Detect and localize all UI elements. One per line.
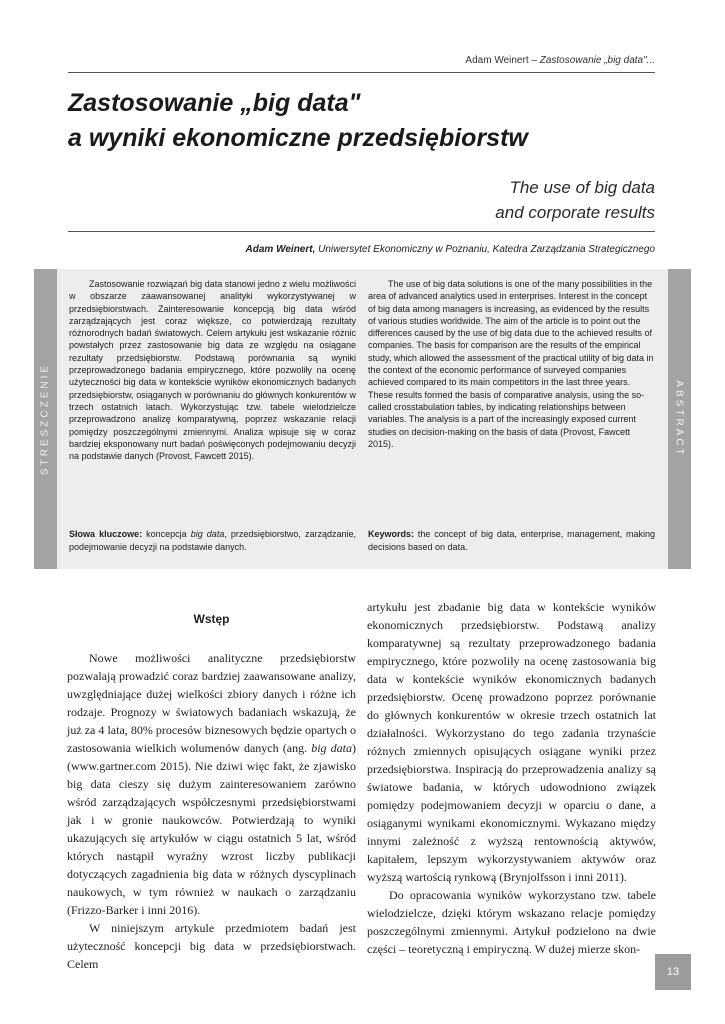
keywords-pl-label: Słowa kluczowe: [69,529,143,539]
body-paragraph-4: Do opracowania wyników wykorzystano tzw. tabele wielodzielcze, dzięki którym wskazano relacje pomiędzy poszczególnymi zmiennymi. Artykuł podzielono na dwie części – teoretyczną i empiryczną. W dużej mierze skon- [367,888,656,956]
abstract-tab [668,269,691,569]
section-heading: Wstęp [193,612,230,626]
body-paragraph-1-a: Nowe możliwości analityczne przedsiębiorstw pozwalają prowadzić coraz bardziej zaawansowane analizy, uwzględniające dużej wielkości zbiory danych i różne ich rodzaje. Prognozy w światowych badaniach wskazują, że już za 4 lata, 80% procesów biznesowych będzie opartych o zastosowania wielkich wolumenów danych (ang. [67,651,356,755]
abstract-text [368,278,655,450]
author-name: Adam Weinert, [245,244,316,255]
english-title [355,175,655,225]
streszczenie-paragraph: Zastosowanie rozwiązań big data stanowi jedno z wielu możliwości w obszarze zaawansowanej analityki wykorzystywanej w przedsiębiorstwach. Zainteresowanie koncepcją big data wśród zarządzających jest coraz większe, co potwierdzają rezultaty różnorodnych badań światowych. Celem artykułu jest wskazanie różnic powstałych przez zastosowanie big data ze względu na osiągane rezultaty przedsiębiorstw. Podstawą porównania są wyniki przeprowadzonego badania empirycznego, które pozwoliły na ocenę użyteczności big data w kontekście wyników ekonomicznych badanych przedsiębiorstw, osiąganych w porównaniu do głównych konkurentów w trzech ostatnich latach. Wykorzystując tzw. tabele wielodzielcze przeprowadzono analizę komparatywną, poprzez wskazanie relacji pomiędzy poszczególnymi zmiennymi. Analiza wpisuje się w coraz bardziej eksponowany nurt badań poświęconych podejmowaniu decyzji na podstawie danych (Provost, Fawcett 2015). [69,279,356,462]
keywords-en [368,528,655,554]
body-paragraph-1 [67,649,356,919]
streszczenie-text [69,278,356,462]
body-column-left [67,609,356,973]
body-column-right [367,598,656,958]
keywords-en-label: Keywords: [368,529,415,539]
header-divider [68,72,655,73]
streszczenie-tab [34,269,57,569]
keywords-pl-after: , przedsiębiorstwo, zarządzanie, podejmowanie decyzji na podstawie danych. [69,529,357,552]
article-title-line-2: a wyniki ekonomiczne przedsiębiorstw [68,124,528,152]
keywords-en-text: the concept of big data, enterprise, management, making decisions based on data. [368,529,655,552]
running-header-title: Zastosowanie „big data"... [539,55,655,66]
page-number: 13 [655,954,691,990]
keywords-pl-before: koncepcja [142,529,191,539]
body-paragraph-2: W niniejszym artykule przedmiotem badań jest użyteczność koncepcji big data w przedsiębiorstwach. Celem [67,921,356,971]
body-paragraph-3: artykułu jest zbadanie big data w kontekście wyników ekonomicznych przedsiębiorstw. Podstawą analizy komparatywnej są rezultaty przeprowadzonego badania empirycznego, które pozwoliły na ocenę zastosowania big data w kontekście wyników ekonomicznych badanych przedsiębiorstw. Ocenę prowadzono poprzez porównanie do głównych konkurentów w okresie trzech ostatnich lat działalności. Wykorzystano do tego zadania trzynaście różnych zmiennych opisujących osiągane wyniki przez przedsiębiorstwa. Inspiracją do przeprowadzenia analizy są światowe badania, w których udowodniono związek pomiędzy podejmowaniem decyzji w oparciu o dane, a osiąganymi wynikami ekonomicznymi. Wykazano między innymi zależność z wyższą rentownością aktywów, kapitałem, lepszym wykorzystywaniem aktywów oraz wyższą wartością rynkową (Brynjolfsson i inni 2011). [367,600,656,884]
author-affiliation: Uniwersytet Ekonomiczny w Poznaniu, Katedra Zarządzania Strategicznego [315,244,655,255]
article-title [68,86,668,156]
streszczenie-label: STRESZCZENIE [39,362,51,476]
english-title-line-2: and corporate results [495,203,655,222]
keywords-pl-italic: big data [190,529,225,539]
running-header-author: Adam Weinert – [465,55,540,66]
english-title-line-1: The use of big data [509,178,655,197]
abstract-box [34,269,691,569]
running-header [465,55,655,66]
article-title-line-1: Zastosowanie „big data" [68,89,361,117]
body-paragraph-1-b: ) (www.gartner.com 2015). Nie dziwi więc fakt, że zjawisko big data cieszy się dużym zainteresowaniem zarówno wśród zarządzających współczesnymi przedsiębiorstwami jak i w gronie naukowców. Potwierdzają to wyniki ukazujących się artykułów w ciągu ostatnich 5 lat, wśród których nastąpił wyraźny wzrost liczby publikacji dotyczących zagadnienia big data w różnych dyscyplinach naukowych, w tym również w naukach o zarządzaniu (Frizzo-Barker i inni 2016). [67,741,356,917]
author-divider [68,231,655,232]
keywords-pl [69,528,356,554]
abstract-label: ABSTRACT [673,380,685,458]
author-line [68,244,655,255]
abstract-paragraph: The use of big data solutions is one of the many possibilities in the area of advanced analytics used in enterprises. Interest in the concept of big data among managers is increasing, as evidenced by the results of various studies worldwide. The aim of the article is to point out the differences caused by the use of big data due to the achieved results of companies. The basis for comparison are the results of the empirical study, which allowed the assessment of the practical utility of big data in the context of the economic performance of surveyed companies achieved compared to its main competitors in the last three years. These results formed the basis of comparative analysis, using the so-called crosstabulation tables, by indicating relationships between variables. The analysis is a part of the increasingly exposed current studies on decision-making on the basis of data (Provost, Fawcett 2015). [368,279,654,449]
body-paragraph-1-italic: big data [311,741,352,755]
